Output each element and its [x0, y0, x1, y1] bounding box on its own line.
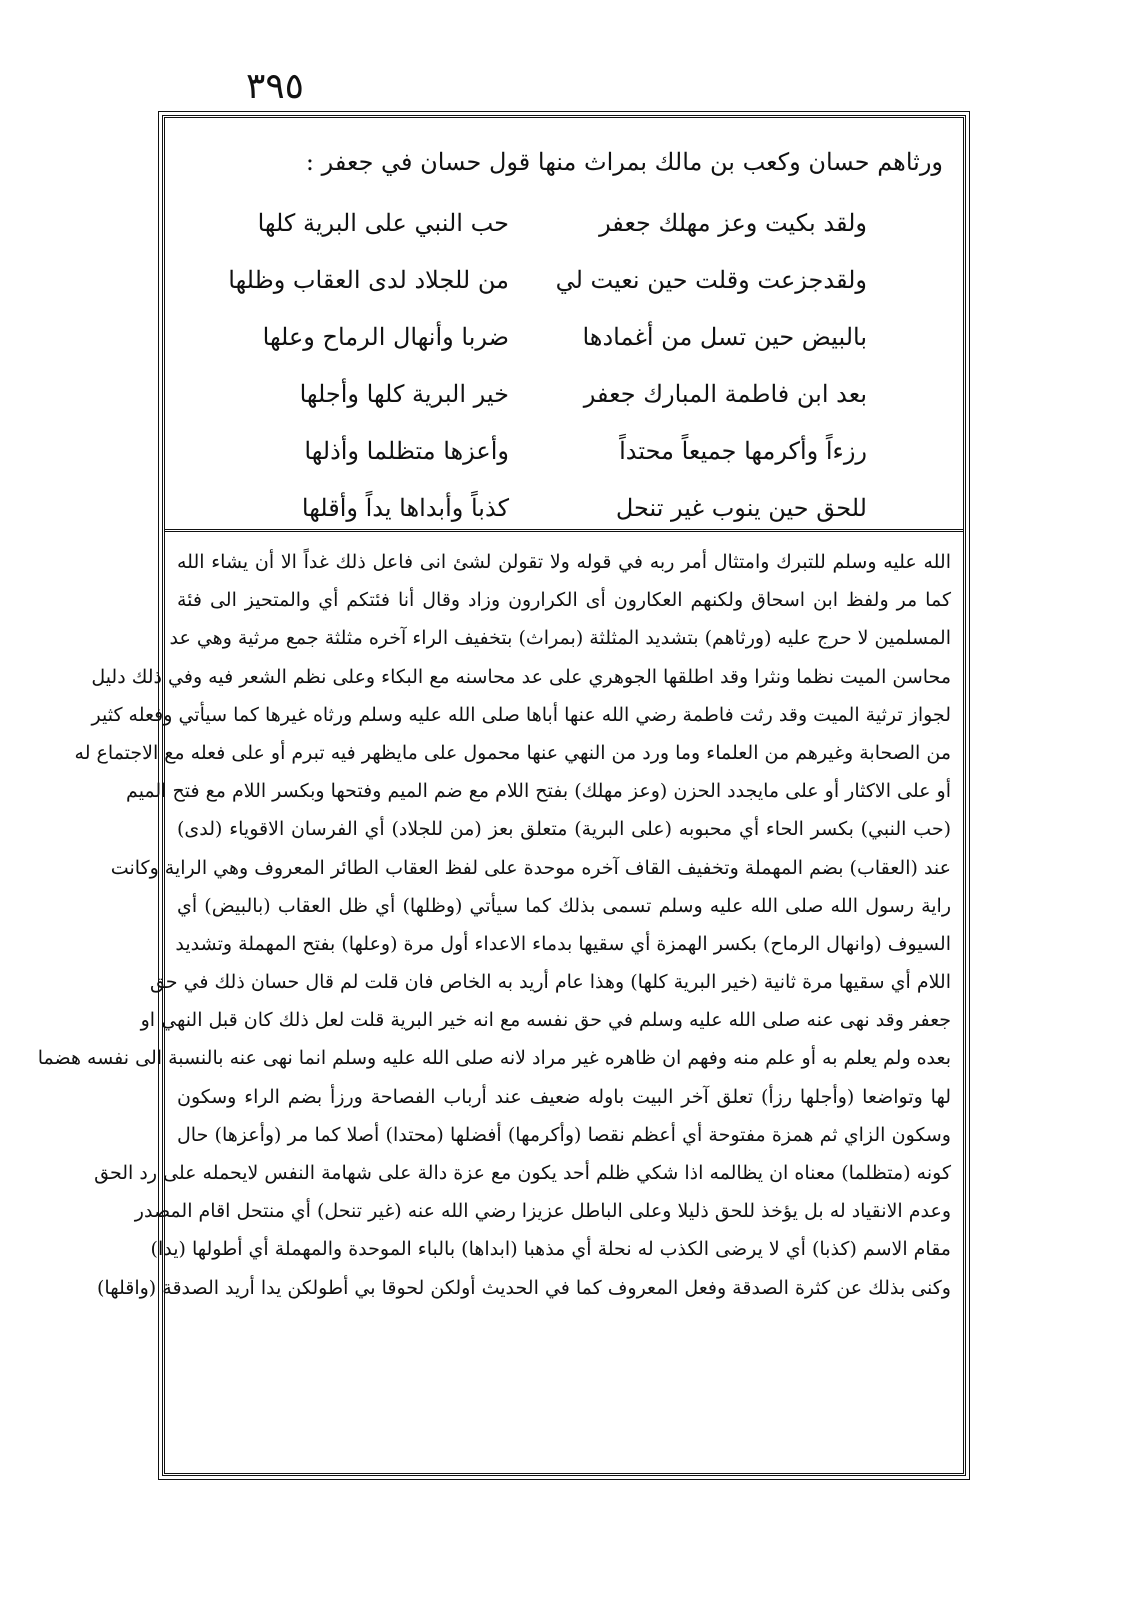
verse-first-hemistich: بالبيض حين تسل من أغمادها [582, 322, 867, 351]
commentary-line: اللام أي سقيها مرة ثانية (خير البرية كلها) وهذا عام أريد به الخاص فان قلت لم قال حسان ذلك في حق [149, 971, 951, 994]
commentary-line: المسلمين لا حرج عليه (ورثاهم) بتشديد المثلثة (بمراث) بتخفيف الراء آخره مثلثة جمع مرثية وهي عد [169, 627, 951, 650]
commentary-line: لجواز ترثية الميت وقد رثت فاطمة رضي الله عنها أباها صلى الله عليه وسلم ورثاه غيرها كما سيأتي وفعله كثير [91, 703, 951, 726]
verse-first-hemistich: ولقدجزعت وقلت حين نعيت لي [555, 265, 867, 294]
page-frame [37, 115, 966, 1476]
commentary-line: جعفر وقد نهى عنه صلى الله عليه وسلم في حق نفسه مع انه خير البرية قلت لعل ذلك كان قبل النهي او [140, 1009, 951, 1032]
verse [185, 422, 943, 479]
verse-list [185, 194, 943, 536]
commentary-line: أو على الاكثار أو على مايجدد الحزن (وعز مهلك) بفتح اللام مع ضم الميم وفتحها وبكسر اللام مع فتح الميم [126, 780, 951, 803]
verse-first-hemistich: للحق حين ينوب غير تنحل [615, 493, 867, 522]
commentary-line: (حب النبي) بكسر الحاء أي محبوبه (على البرية) متعلق بعز (من للجلاد) أي الفرسان الاقوياء (لدى) [177, 818, 951, 841]
verse-second-hemistich: كذباً وأبداها يداً وأقلها [301, 493, 509, 522]
verse-first-hemistich: رزءاً وأكرمها جميعاً محتداً [619, 436, 867, 465]
verse [185, 194, 943, 251]
commentary-line: من الصحابة وغيرهم من العلماء وما ورد من النهي عنها محمول على مايظهر فيه تبرم أو على فعله مع الاجتماع له [74, 741, 951, 764]
poem-section [165, 118, 963, 532]
commentary-line: بعده ولم يعلم به أو علم منه وفهم ان ظاهره غير مراد لانه صلى الله عليه وسلم انما نهى عنه بالنسبة الى نفسه هضما [37, 1047, 951, 1070]
verse [185, 365, 943, 422]
verse-first-hemistich: ولقد بكيت وعز مهلك جعفر [599, 208, 867, 237]
commentary-line: الله عليه وسلم للتبرك وامتثال أمر ربه في قوله ولا تقولن لشئ انى فاعل ذلك غداً الا أن يشاء الله [177, 551, 951, 573]
commentary-line: وعدم الانقياد له بل يؤخذ للحق ذليلا وعلى الباطل عزيزا رضي الله عنه (غير تنحل) أي منتحل اقام المصدر [134, 1200, 951, 1223]
poem-intro: ورثاهم حسان وكعب بن مالك بمراث منها قول حسان في جعفر : [305, 148, 943, 176]
commentary-line: محاسن الميت نظما ونثرا وقد اطلقها الجوهري على عد محاسنه مع البكاء وعلى نظم الشعر فيه وفي ذلك دليل [91, 665, 951, 688]
commentary-line: كونه (متظلما) معناه ان يظالمه اذا شكي ظلم أحد يكون مع عزة دالة على شهامة النفس لايحمله على رد الحق [94, 1162, 951, 1184]
verse-second-hemistich: وأعزها متظلما وأذلها [304, 436, 509, 465]
verse-first-hemistich: بعد ابن فاطمة المبارك جعفر [583, 379, 867, 408]
verse-second-hemistich: من للجلاد لدى العقاب وظلها [228, 265, 509, 294]
verse [185, 308, 943, 365]
commentary-line: راية رسول الله صلى الله عليه وسلم تسمى بذلك كما سيأتي (وظلها) أي ظل العقاب (بالبيض) أي [177, 894, 951, 917]
commentary-line: عند (العقاب) بضم المهملة وتخفيف القاف آخره موحدة على لفظ العقاب الطائر المعروف وهي الراية وكانت [110, 856, 951, 879]
commentary-text [37, 543, 951, 1307]
commentary-line: لها وتواضعا (وأجلها رزأ) تعلق آخر البيت باوله ضعيف عند أرباب الفصاحة ورزأ بضم الراء وسكون [177, 1085, 951, 1108]
commentary-line: مقام الاسم (كذبا) أي لا يرضى الكذب له نحلة أي مذهبا (ابداها) بالباء الموحدة والمهملة أي أطولها (يدا) [150, 1238, 951, 1261]
commentary-line: وسكون الزاي ثم همزة مفتوحة أي أعظم نقصا (وأكرمها) أفضلها (محتدا) أصلا كما مر (وأعزها) حال [177, 1123, 951, 1146]
commentary-line: السيوف (وانهال الرماح) بكسر الهمزة أي سقيها بدماء الاعداء أول مرة (وعلها) بفتح المهملة وتشديد [175, 932, 951, 955]
verse-second-hemistich: ضربا وأنهال الرماح وعلها [262, 322, 509, 351]
verse [185, 251, 943, 308]
verse-second-hemistich: خير البرية كلها وأجلها [299, 379, 509, 408]
verse-second-hemistich: حب النبي على البرية كلها [257, 208, 509, 237]
page-number: ٣٩٥ [245, 66, 304, 107]
commentary-line: وكنى بذلك عن كثرة الصدقة وفعل المعروف كما في الحديث أولكن لحوقا بي أطولكن يدا أريد الصدقة (واقلها) [97, 1276, 951, 1299]
commentary-line: كما مر ولفظ ابن اسحاق ولكنهم العكارون أى الكرارون وزاد وقال أنا فئتكم أي والمتحيز الى فئة [177, 589, 951, 612]
verse [185, 479, 943, 536]
